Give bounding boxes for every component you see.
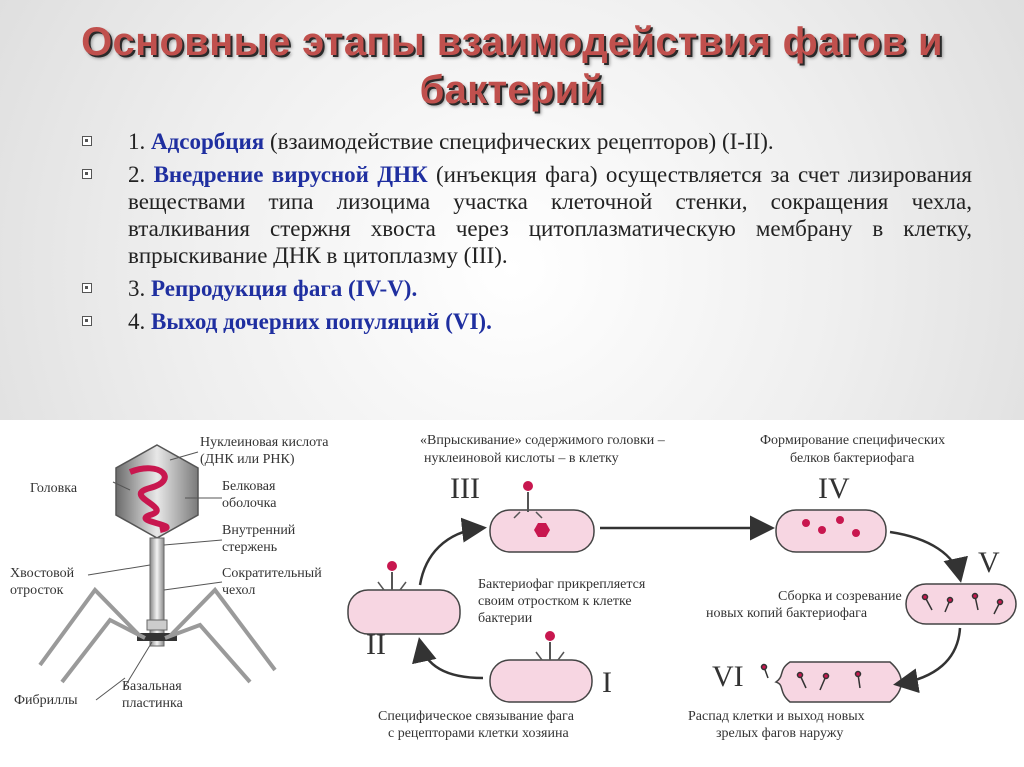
- bullet-term: Адсорбция: [151, 129, 265, 154]
- bullet-number: 4.: [128, 309, 151, 334]
- caption-assembly-2: новых копий бактериофага: [706, 606, 868, 621]
- bullet-term: Репродукция фага (IV-V).: [151, 276, 418, 301]
- bullet-item: [82, 275, 972, 302]
- label-sheath-2: чехол: [222, 583, 256, 598]
- life-cycle: [348, 433, 1016, 741]
- bullet-marker-icon: [82, 283, 92, 293]
- label-nucleic-1: Нуклеиновая кислота: [200, 435, 329, 450]
- bullet-number: 2.: [128, 162, 154, 187]
- stage-label-5: V: [978, 546, 1000, 579]
- caption-injection-1: «Впрыскивание» содержимого головки –: [420, 433, 665, 448]
- caption-assembly-1: Сборка и созревание: [778, 589, 902, 604]
- bullet-number: 1.: [128, 129, 151, 154]
- caption-binding-2: с рецепторами клетки хозяина: [388, 726, 569, 741]
- bullet-item: [82, 128, 972, 155]
- label-plate-2: пластинка: [122, 696, 183, 711]
- cell-stage-2: [348, 590, 460, 634]
- caption-attach-1: Бактериофаг прикрепляется: [478, 577, 646, 592]
- caption-lysis-2: зрелых фагов наружу: [716, 726, 844, 741]
- phage-figure: [0, 420, 1024, 767]
- label-plate-1: Базальная: [122, 679, 182, 694]
- label-tail-1: Хвостовой: [10, 566, 75, 581]
- caption-lysis-1: Распад клетки и выход новых: [688, 709, 865, 724]
- cell-stage-6: [776, 662, 901, 702]
- phage-structure: [10, 435, 329, 711]
- cell-stage-1: [490, 660, 592, 702]
- label-rod-2: стержень: [222, 540, 278, 555]
- bullet-list: [82, 128, 972, 341]
- bullet-term: Внедрение вирусной ДНК: [153, 162, 428, 187]
- bullet-item: [82, 161, 972, 269]
- phage-diagram: [0, 420, 1024, 767]
- label-head: Головка: [30, 481, 78, 496]
- label-tail-2: отросток: [10, 583, 64, 598]
- stage-label-2: II: [366, 628, 386, 661]
- bullet-text: (взаимодействие специфических рецепторов) (I-II).: [264, 129, 774, 154]
- label-rod-1: Внутренний: [222, 523, 296, 538]
- stage-label-3: III: [450, 472, 480, 505]
- caption-attach-2: своим отростком к клетке: [478, 594, 632, 609]
- label-fibrils: Фибриллы: [14, 693, 78, 708]
- caption-formation-2: белков бактериофага: [790, 451, 915, 466]
- label-sheath-1: Сократительный: [222, 566, 322, 581]
- bullet-item: [82, 308, 972, 335]
- label-nucleic-2: (ДНК или РНК): [200, 452, 295, 467]
- caption-injection-2: нуклеиновой кислоты – в клетку: [424, 451, 619, 466]
- cell-stage-4: [776, 510, 886, 552]
- caption-binding-1: Специфическое связывание фага: [378, 709, 574, 724]
- label-protein-1: Белковая: [222, 479, 276, 494]
- caption-attach-3: бактерии: [478, 611, 533, 626]
- bullet-marker-icon: [82, 169, 92, 179]
- stage-label-1: I: [602, 666, 612, 699]
- stage-label-4: IV: [818, 472, 850, 505]
- bullet-text: (инъекция фага) осуществляется за счет лизирования веществами типа лизоцима участка клеточной стенки, сокращения чехла, вталкивания стержня хвоста через цитоплазматическую мембрану в клетку, впрыскивание ДНК в цитоплазму (III).: [128, 162, 973, 268]
- bullet-number: 3.: [128, 276, 151, 301]
- slide-title-text: Основные этапы взаимодействия фагов и бактерий: [81, 20, 943, 112]
- caption-formation-1: Формирование специфических: [760, 433, 946, 448]
- stage-label-6: VI: [712, 660, 744, 693]
- slide-title: [0, 18, 1024, 114]
- label-protein-2: оболочка: [222, 496, 277, 511]
- bullet-term: Выход дочерних популяций (VI).: [151, 309, 492, 334]
- bullet-marker-icon: [82, 136, 92, 146]
- bullet-marker-icon: [82, 316, 92, 326]
